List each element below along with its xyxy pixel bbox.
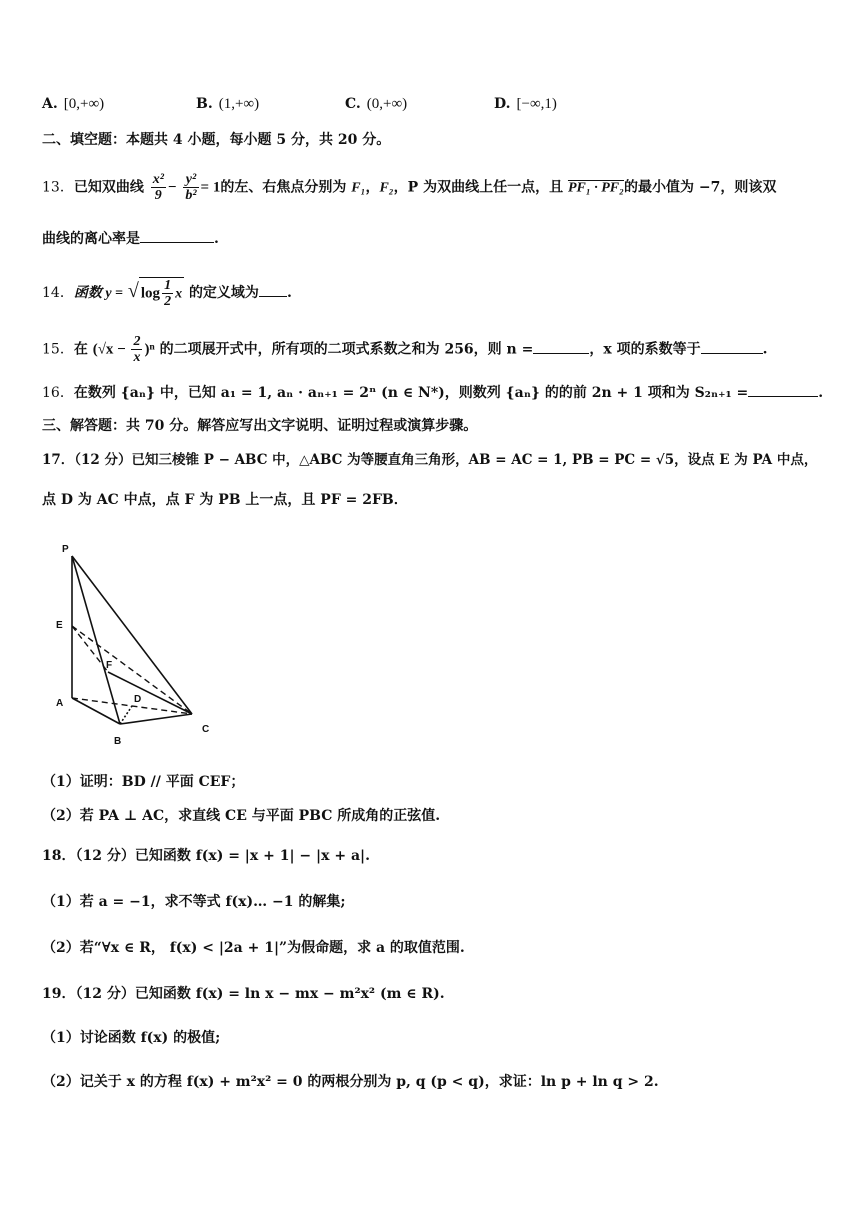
question-15: 15．在 (√x − $\frac{2}{x}$ )ⁿ 的二项展开式中，所有项的二项式系数之和为 256，则 n = ，x 项的系数等于 . <box>42 334 768 365</box>
question-17-part2: （2）若 PA ⊥ AC，求直线 CE 与平面 PBC 所成角的正弦值. <box>42 808 441 824</box>
question-13: 13．已知双曲线 $\frac{\text{x²}}{9}$ − $\frac{\text{y²}}{\text{b²}}$ = 1的左、右焦点分别为 F₁，F₂，P 为双曲线上任一点，且 PF₁ · PF₂的最小值为 −7，则该双 <box>42 172 777 203</box>
section-3-heading: 三、解答题：共 70 分。解答应写出文字说明、证明过程或演算步骤。 <box>42 418 478 434</box>
question-17-line1: 17．（12 分）已知三棱锥 P − ABC 中，△ABC 为等腰直角三角形，AB = AC = 1, PB = PC = √5，设点 E 为 PA 中点， <box>42 452 818 468</box>
question-17-part1: （1）证明：BD // 平面 CEF； <box>42 774 245 790</box>
question-19-line1: 19．（12 分）已知函数 f(x) = ln x − mx − m²x² (m ∈ R). <box>42 986 445 1002</box>
label-b: B <box>114 736 122 747</box>
edge-bc <box>120 714 192 724</box>
fraction-x2-9: $\frac{\text{x²}}{9}$ <box>152 172 164 203</box>
section-2-heading: 二、填空题：本题共 4 小题，每小题 5 分，共 20 分。 <box>42 132 391 148</box>
edge-pb <box>72 556 120 724</box>
segment-ec <box>72 626 192 714</box>
option-c: C. (0,+∞) <box>345 96 408 112</box>
label-c: C <box>202 724 210 735</box>
label-a: A <box>56 698 64 709</box>
answer-blank <box>259 282 287 297</box>
option-a: A. [0,+∞) <box>42 96 105 112</box>
fraction-y2-b2: $\frac{\text{y²}}{\text{b²}}$ <box>185 172 197 203</box>
question-18-part2: （2）若“∀x ∈ R， f(x) < |2a + 1|”为假命题，求 a 的取值范围. <box>42 940 465 956</box>
pyramid-figure <box>50 538 230 753</box>
answer-blank-coef <box>701 339 763 354</box>
option-d: D. [−∞,1) <box>494 96 557 112</box>
label-d: D <box>134 694 142 705</box>
segment-fc <box>108 672 192 714</box>
label-e: E <box>56 620 63 631</box>
answer-blank <box>748 382 818 397</box>
question-18-part1: （1）若 a = −1，求不等式 f(x)… −1 的解集; <box>42 894 346 910</box>
answer-blank-n <box>533 339 589 354</box>
segment-bd <box>120 706 132 724</box>
option-b: B. (1,+∞) <box>196 96 260 112</box>
question-19-part2: （2）记关于 x 的方程 f(x) + m²x² = 0 的两根分别为 p, q (p < q)，求证：ln p + ln q > 2. <box>42 1074 659 1090</box>
label-f: F <box>106 660 113 671</box>
question-18-line1: 18．（12 分）已知函数 f(x) = |x + 1| − |x + a|. <box>42 848 370 864</box>
label-p: P <box>62 544 69 555</box>
question-14: 14．函数 y = √ log $\frac{1}{2}$ x 的定义域为 . <box>42 277 292 309</box>
edge-pc <box>72 556 192 714</box>
question-17-line2: 点 D 为 AC 中点，点 F 为 PB 上一点，且 PF = 2FB． <box>42 492 408 508</box>
answer-blank <box>140 228 214 243</box>
question-13-line2: 曲线的离心率是 . <box>42 228 219 249</box>
question-19-part1: （1）讨论函数 f(x) 的极值; <box>42 1030 221 1046</box>
question-16: 16．在数列 {aₙ} 中，已知 a₁ = 1, aₙ · aₙ₊₁ = 2ⁿ (n ∈ N*)，则数列 {aₙ} 的的前 2n + 1 项和为 S₂ₙ₊₁ = . <box>42 382 823 403</box>
